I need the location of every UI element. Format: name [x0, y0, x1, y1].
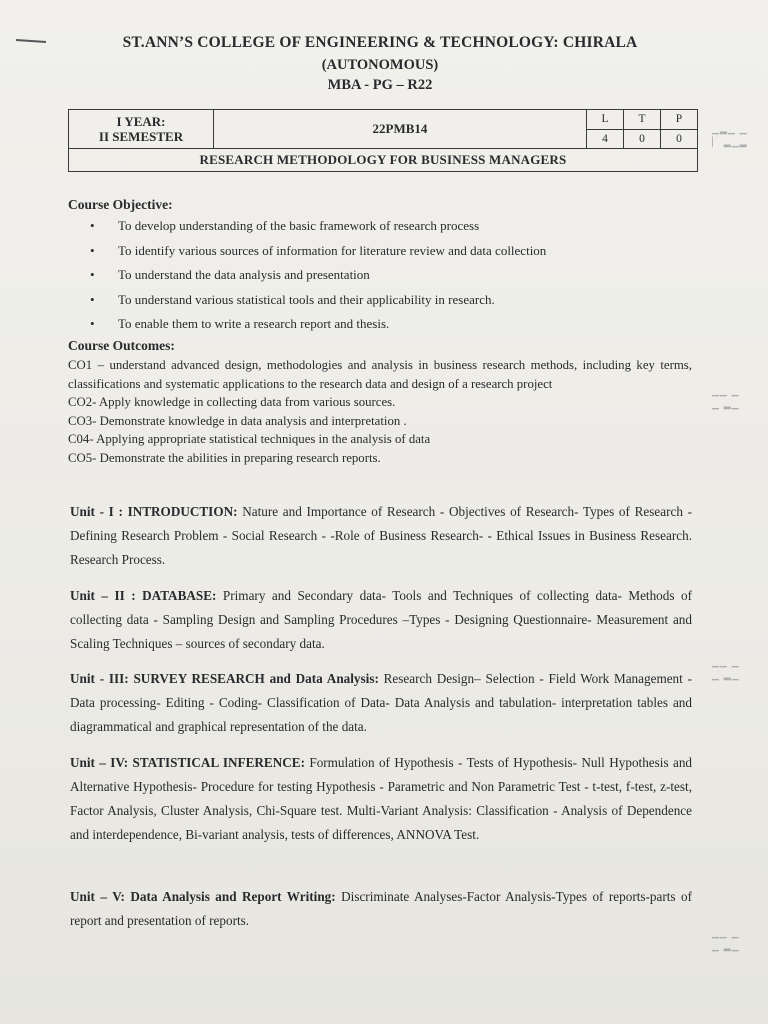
- outcome-item: CO5- Demonstrate the abilities in preparing research reports.: [68, 450, 381, 465]
- ltp-header-t: T: [624, 110, 661, 130]
- course-code: 22PMB14: [214, 110, 587, 149]
- unit-heading: Unit - I : INTRODUCTION:: [70, 504, 238, 519]
- ltp-value-l: 4: [587, 129, 624, 149]
- unit-2: [70, 584, 692, 656]
- unit-4: [70, 751, 692, 847]
- margin-bleed-through: ▁▂▁ ▁ ▏ ▂▁▂: [712, 125, 748, 148]
- bullet-icon: •: [90, 291, 95, 307]
- year-semester-cell: [69, 110, 214, 149]
- outcome-item: C04- Applying appropriate statistical techniques in the analysis of data: [68, 432, 431, 446]
- objective-item: • To understand various statistical tools and their applicability in research.: [88, 290, 708, 315]
- margin-bleed-through: ▁▁ ▁ ▁ ▂▁: [712, 658, 740, 681]
- unit-heading: Unit – II : DATABASE:: [70, 588, 217, 603]
- bullet-icon: •: [90, 316, 95, 331]
- bullet-icon: •: [90, 218, 95, 233]
- objective-item: • To identify various sources of information for literature review and data collection: [88, 241, 708, 266]
- course-details-table: [68, 109, 698, 172]
- ltp-header-p: P: [661, 110, 698, 130]
- ltp-value-t: 0: [624, 129, 661, 149]
- ltp-header-l: L: [587, 110, 624, 130]
- course-title: RESEARCH METHODOLOGY FOR BUSINESS MANAGERS: [69, 149, 698, 172]
- unit-text: Research Design– Selection - Field Work Management - Data processing- Editing - Coding- Classification of Data- Data Analysis and tabulation- interpretation tables and diagrammatical and graphical representation of the data.: [70, 671, 692, 734]
- objective-item: • To enable them to write a research report and thesis.: [88, 314, 708, 339]
- outcome-item: CO2- Apply knowledge in collecting data from various sources.: [68, 395, 396, 409]
- unit-5: [70, 885, 692, 933]
- unit-text: Discriminate Analyses-Factor Analysis-Types of reports-parts of report and presentation of reports.: [70, 889, 692, 928]
- bullet-icon: •: [90, 267, 95, 282]
- semester-label: II SEMESTER: [98, 129, 184, 144]
- college-name: ST.ANN’S COLLEGE OF ENGINEERING & TECHNOLOGY: CHIRALA: [122, 34, 638, 51]
- unit-text: Nature and Importance of Research - Objectives of Research- Types of Research - Defining Research Problem - Social Research - -Role of Business Research- - Ethical Issues in Business Research. Research Process.: [70, 504, 693, 567]
- objectives-heading: Course Objective:: [68, 197, 173, 212]
- objective-item: • To understand the data analysis and presentation: [88, 265, 708, 290]
- margin-bleed-through: ▁▁ ▁ ▁ ▂▁: [712, 929, 740, 952]
- outcome-item: CO1 – understand advanced design, methodologies and analysis in business research methods, including key terms, classifications and systematic applications to the research data and design of a research project: [68, 358, 692, 391]
- outcomes-list: [68, 356, 692, 467]
- unit-heading: Unit – IV: STATISTICAL INFERENCE:: [70, 755, 305, 770]
- unit-1: [70, 500, 692, 572]
- bullet-icon: •: [90, 242, 95, 258]
- program-title: MBA - PG – R22: [327, 77, 433, 93]
- objectives-list: [88, 216, 708, 339]
- college-status: (AUTONOMOUS): [321, 57, 439, 73]
- year-label: I YEAR:: [116, 114, 166, 129]
- outcome-item: CO3- Demonstrate knowledge in data analysis and interpretation .: [68, 413, 407, 428]
- outcomes-heading: Course Outcomes:: [68, 338, 175, 353]
- unit-text: Primary and Secondary data- Tools and Techniques of collecting data- Methods of collecting data - Sampling Design and Sampling Procedures –Types - Designing Questionnaire- Measurement and Scaling Techniques – sources of secondary data.: [70, 588, 692, 651]
- objective-item: • To develop understanding of the basic framework of research process: [88, 216, 708, 241]
- ltp-value-p: 0: [661, 129, 698, 149]
- unit-heading: Unit – V: Data Analysis and Report Writing:: [70, 889, 336, 904]
- unit-text: Formulation of Hypothesis - Tests of Hypothesis- Null Hypothesis and Alternative Hypothesis- Procedure for testing Hypothesis - Parametric and Non Parametric Test - t-test, f-test, z-test, Factor Analysis, Cluster Analysis, Chi-Square test. Multi-Variant Analysis: Classification - Analysis of Dependence and interdependence, Bi-variant analysis, tests of differences, ANNOVA Test.: [70, 755, 693, 842]
- unit-3: [70, 667, 692, 739]
- stray-pen-mark: [16, 39, 46, 43]
- unit-heading: Unit - III: SURVEY RESEARCH and Data Analysis:: [70, 671, 379, 686]
- margin-bleed-through: ▁▁ ▁ ▁ ▂▁: [712, 387, 740, 410]
